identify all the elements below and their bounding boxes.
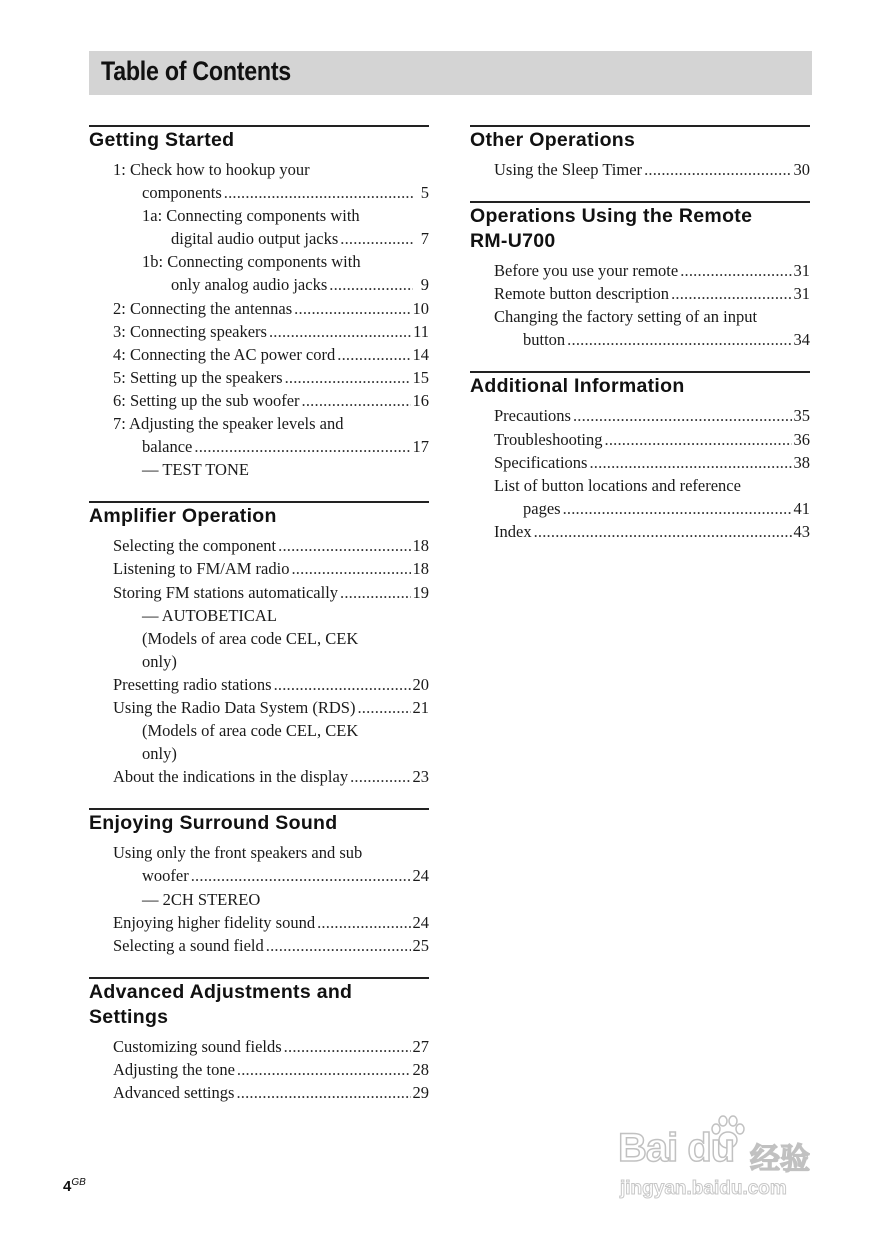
- toc-right-column: [470, 125, 810, 563]
- entry-title: button: [523, 330, 566, 350]
- entry-title: woofer: [142, 866, 189, 886]
- dot-leader: [567, 328, 791, 351]
- dot-leader: [534, 520, 792, 543]
- entry-title: Advanced settings: [113, 1083, 235, 1102]
- page-ref: 7: [420, 229, 429, 249]
- toc-entry[interactable]: [494, 451, 810, 474]
- page-ref: 10: [412, 298, 429, 318]
- entry-title: Storing FM stations automatically: [113, 582, 339, 602]
- entry-title: Listening to FM/AM radio: [113, 559, 290, 579]
- page-ref: 20: [412, 674, 429, 694]
- entry-title: Using the Radio Data System (RDS): [113, 697, 356, 717]
- dot-leader: [350, 765, 410, 788]
- dot-leader: [340, 227, 413, 250]
- section-amplifier-operation: [89, 501, 429, 788]
- heading-line: Advanced Adjustments and: [89, 980, 353, 1003]
- page-ref: 34: [793, 330, 810, 350]
- toc-entry: List of button locations and reference: [494, 475, 741, 495]
- toc-entry[interactable]: [113, 1058, 429, 1081]
- page-ref: 21: [412, 697, 429, 717]
- dot-leader: [302, 389, 411, 412]
- toc-entry[interactable]: [113, 181, 429, 204]
- toc-entry[interactable]: [494, 282, 810, 305]
- page-ref: 15: [412, 367, 429, 387]
- section-remote-operations: [470, 201, 810, 351]
- entry-title: Enjoying higher fidelity sound: [113, 912, 316, 932]
- toc-entry[interactable]: [113, 227, 429, 250]
- entry-title: Specifications: [494, 452, 588, 472]
- section-heading: [470, 203, 810, 259]
- dot-leader: [291, 557, 410, 580]
- dot-leader: [194, 435, 410, 458]
- dot-leader: [236, 1081, 410, 1104]
- dot-leader: [644, 158, 791, 181]
- page-title: Table of Contents: [101, 56, 291, 86]
- page-ref: 24: [412, 912, 429, 932]
- entry-title: About the indications in the display: [113, 767, 349, 787]
- dot-leader: [337, 343, 410, 366]
- toc-entry: Using only the front speakers and sub: [113, 843, 363, 863]
- entry-title: Customizing sound fields: [113, 1036, 282, 1056]
- page-number-value: 4: [63, 1178, 72, 1195]
- toc-entry[interactable]: [113, 864, 429, 887]
- toc-entry: only): [142, 651, 177, 671]
- section-heading: Additional Information: [470, 375, 685, 398]
- section-heading: Amplifier Operation: [89, 505, 277, 528]
- entry-title: Precautions: [494, 406, 571, 426]
- page-ref: 16: [412, 390, 429, 410]
- entry-title: 5: Setting up the speakers: [113, 367, 283, 387]
- toc-entry[interactable]: [494, 520, 810, 543]
- entry-title: 3: Connecting speakers: [113, 321, 267, 341]
- toc-entry[interactable]: [113, 343, 429, 366]
- page-ref: 25: [412, 935, 429, 955]
- page-ref: 18: [412, 536, 429, 556]
- toc-entry[interactable]: [113, 273, 429, 296]
- toc-entry: 1a: Connecting components with: [142, 206, 360, 226]
- entry-title: Selecting a sound field: [113, 935, 264, 955]
- section-heading: Getting Started: [89, 129, 235, 151]
- toc-entry: — TEST TONE: [142, 460, 249, 480]
- page-number: [63, 1177, 86, 1195]
- toc-entry[interactable]: [494, 404, 810, 427]
- section-heading: [89, 979, 429, 1035]
- page-ref: 19: [412, 582, 429, 602]
- page-ref: 31: [793, 284, 810, 304]
- dot-leader: [191, 864, 411, 887]
- toc-entry: 7: Adjusting the speaker levels and: [113, 414, 344, 434]
- toc-entry: — 2CH STEREO: [142, 889, 261, 909]
- toc-entry[interactable]: [113, 581, 429, 604]
- page-ref: 29: [412, 1083, 429, 1102]
- toc-entry[interactable]: [113, 435, 429, 458]
- dot-leader: [224, 181, 413, 204]
- toc-entry[interactable]: [113, 557, 429, 580]
- section-getting-started: [89, 125, 429, 481]
- entry-title: Selecting the component: [113, 536, 277, 556]
- entry-title: Presetting radio stations: [113, 674, 272, 694]
- dot-leader: [266, 934, 411, 957]
- dot-leader: [589, 451, 791, 474]
- toc-left-column: [89, 125, 429, 1124]
- entry-title: Troubleshooting: [494, 429, 603, 449]
- section-heading: Other Operations: [470, 129, 636, 151]
- dot-leader: [278, 534, 410, 557]
- toc-entry[interactable]: [113, 696, 429, 719]
- dot-leader: [294, 297, 410, 320]
- toc-entry[interactable]: [494, 497, 810, 520]
- toc-entry[interactable]: [113, 534, 429, 557]
- dot-leader: [237, 1058, 411, 1081]
- toc-entry[interactable]: [113, 911, 429, 934]
- dot-leader: [573, 404, 792, 427]
- page-ref: 17: [412, 437, 429, 457]
- watermark-url: jingyan.baidu.com: [620, 1178, 787, 1199]
- page-ref: 36: [793, 429, 810, 449]
- dot-leader: [671, 282, 791, 305]
- entry-title: 4: Connecting the AC power cord: [113, 344, 336, 364]
- entry-title: only analog audio jacks: [171, 275, 328, 295]
- dot-leader: [329, 273, 413, 296]
- dot-leader: [340, 581, 410, 604]
- section-advanced-adjustments: [89, 977, 429, 1104]
- dot-leader: [563, 497, 792, 520]
- dot-leader: [317, 911, 410, 934]
- section-heading: Enjoying Surround Sound: [89, 812, 338, 835]
- toc-entry[interactable]: [494, 328, 810, 351]
- page-ref: 38: [793, 452, 810, 472]
- dot-leader: [605, 428, 792, 451]
- toc-entry[interactable]: [113, 1035, 429, 1058]
- page-ref: 41: [793, 498, 810, 518]
- toc-entry: Changing the factory setting of an input: [494, 307, 758, 327]
- toc-entry[interactable]: [113, 765, 429, 788]
- dot-leader: [680, 259, 791, 282]
- entry-title: Index: [494, 521, 532, 541]
- toc-entry[interactable]: [113, 673, 429, 696]
- title-bar: [89, 51, 812, 95]
- watermark-chinese: 经验: [750, 1142, 810, 1177]
- section-additional-information: [470, 371, 810, 543]
- section-other-operations: [470, 125, 810, 181]
- toc-entry: (Models of area code CEL, CEK: [142, 628, 359, 648]
- heading-line: RM-U700: [470, 230, 556, 253]
- entry-title: Using the Sleep Timer: [494, 160, 643, 179]
- entry-title: Adjusting the tone: [113, 1059, 235, 1079]
- page-ref: 27: [412, 1036, 429, 1056]
- toc-entry[interactable]: [494, 158, 810, 181]
- watermark: [612, 1112, 822, 1207]
- page-ref: 30: [793, 160, 810, 179]
- entry-title: Before you use your remote: [494, 261, 679, 281]
- page-number-suffix: GB: [71, 1177, 86, 1188]
- toc-entry[interactable]: [113, 366, 429, 389]
- page-ref: 31: [793, 261, 810, 281]
- toc-entry[interactable]: [113, 1081, 429, 1104]
- dot-leader: [269, 320, 411, 343]
- page-ref: 5: [420, 183, 429, 203]
- page-ref: 24: [412, 866, 429, 886]
- entry-title: digital audio output jacks: [171, 229, 339, 249]
- heading-line: Settings: [89, 1005, 169, 1028]
- watermark-brand: Bai du: [618, 1126, 735, 1170]
- toc-entry: (Models of area code CEL, CEK: [142, 721, 359, 741]
- toc-entry: only): [142, 744, 177, 764]
- page-ref: 43: [793, 521, 810, 541]
- page-ref: 14: [412, 344, 429, 364]
- dot-leader: [284, 1035, 411, 1058]
- toc-entry: 1: Check how to hookup your: [113, 160, 310, 179]
- section-enjoying-surround-sound: [89, 808, 429, 956]
- page-ref: 23: [412, 767, 429, 787]
- toc-entry[interactable]: [113, 320, 429, 343]
- toc-entry: — AUTOBETICAL: [142, 605, 277, 625]
- entry-title: Remote button description: [494, 284, 670, 304]
- page-ref: 35: [793, 406, 810, 426]
- toc-entry[interactable]: [113, 297, 429, 320]
- dot-leader: [274, 673, 411, 696]
- page-ref: 28: [412, 1059, 429, 1079]
- entry-title: balance: [142, 437, 193, 457]
- toc-entry[interactable]: [113, 934, 429, 957]
- dot-leader: [285, 366, 411, 389]
- entry-title: pages: [523, 498, 561, 518]
- toc-entry[interactable]: [494, 428, 810, 451]
- page-ref: 18: [412, 559, 429, 579]
- toc-entry: 1b: Connecting components with: [142, 252, 361, 272]
- dot-leader: [357, 696, 410, 719]
- toc-entry[interactable]: [494, 259, 810, 282]
- page-ref: 11: [413, 321, 429, 341]
- entry-title: 6: Setting up the sub woofer: [113, 390, 300, 410]
- page-ref: 9: [420, 275, 429, 295]
- toc-entry[interactable]: [113, 389, 429, 412]
- entry-title: 2: Connecting the antennas: [113, 298, 293, 318]
- entry-title: components: [142, 183, 222, 203]
- heading-line: Operations Using the Remote: [470, 205, 753, 228]
